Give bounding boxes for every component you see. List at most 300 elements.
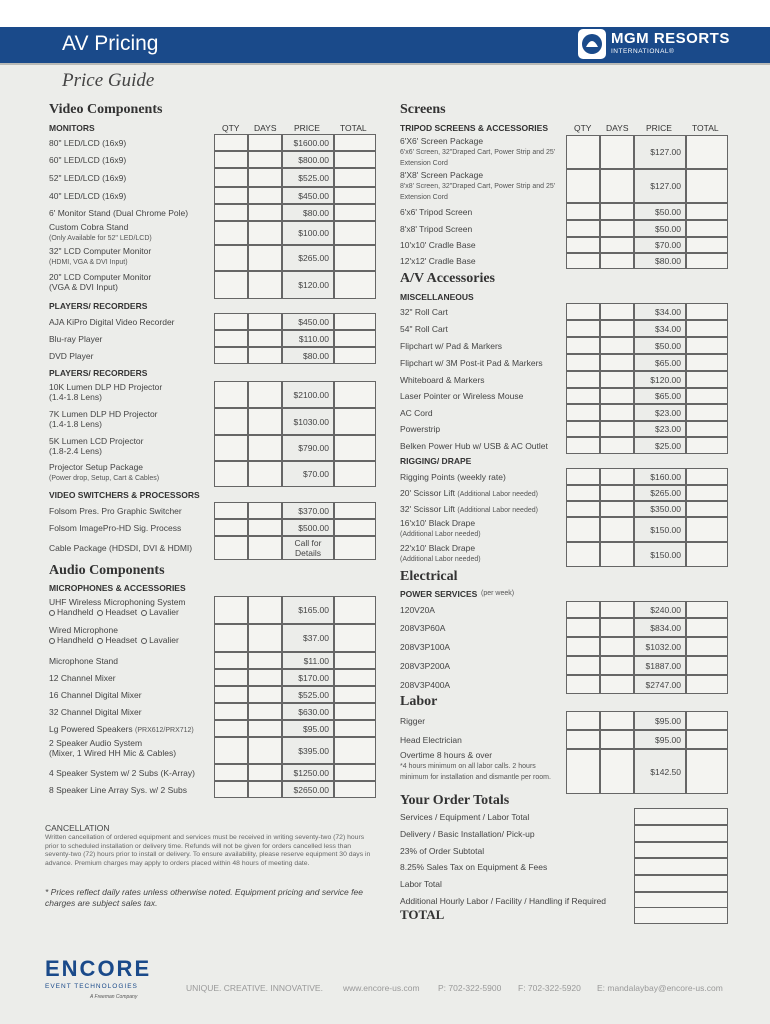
power-row-0-days-field[interactable] xyxy=(600,601,634,618)
switcher-row-0-price: $370.00 xyxy=(282,502,334,519)
audio-row-5-price: $630.00 xyxy=(282,703,334,720)
monitor-row-6-sub: (HDMI, VGA & DVI Input) xyxy=(49,259,128,266)
audio-row-4-total-field[interactable] xyxy=(334,686,376,703)
labor-row-2-days-field[interactable] xyxy=(600,749,634,794)
audio-row-6-qty-field[interactable] xyxy=(214,720,248,737)
monitor-row-0-qty-field[interactable] xyxy=(214,134,248,151)
labor-row-2-total-field[interactable] xyxy=(686,749,728,794)
audio-row-9 xyxy=(49,785,214,795)
projector-row-0-text2: (1.4-1.8 Lens) xyxy=(49,392,102,402)
switcher-row-2-text: Cable Package (HDSDI, DVI & HDMI) xyxy=(49,543,193,553)
audio-row-0-days-field[interactable] xyxy=(248,596,282,624)
monitor-row-0-total-field[interactable] xyxy=(334,134,376,151)
rigging-row-1-note: (Additional Labor needed) xyxy=(457,491,538,498)
audio-row-4-days-field[interactable] xyxy=(248,686,282,703)
monitor-row-4-days-field[interactable] xyxy=(248,204,282,221)
audio-row-2-days-field[interactable] xyxy=(248,652,282,669)
section-labor: Labor xyxy=(400,694,438,709)
audio-row-9-text: 8 Speaker Line Array Sys. w/ 2 Subs xyxy=(49,784,187,795)
projector-row-1 xyxy=(49,409,214,429)
screen-row-3-qty-field[interactable] xyxy=(566,220,600,237)
misc-row-1-total-field[interactable] xyxy=(686,320,728,337)
grand-total-label: TOTAL xyxy=(400,907,445,922)
switcher-row-0 xyxy=(49,506,214,516)
projector-row-2-days-field[interactable] xyxy=(248,435,282,461)
screen-row-0-price: $127.00 xyxy=(634,135,686,169)
misc-row-4-total-field[interactable] xyxy=(686,371,728,388)
footer-phone: P: 702-322-5900 xyxy=(438,983,502,993)
mic-type-option[interactable] xyxy=(97,635,137,645)
screen-row-4-total-field[interactable] xyxy=(686,237,728,253)
rigging-row-0 xyxy=(400,472,565,482)
audio-row-7-text2: (Mixer, 1 Wired HH Mic & Cables) xyxy=(49,748,177,758)
rigging-row-3-total-field[interactable] xyxy=(686,517,728,542)
total-row-label-1: Delivery / Basic Installation/ Pick-up xyxy=(400,829,535,839)
monitor-row-6-days-field[interactable] xyxy=(248,245,282,271)
radio-button-icon[interactable] xyxy=(141,638,147,644)
audio-row-6-days-field[interactable] xyxy=(248,720,282,737)
misc-row-1-qty-field[interactable] xyxy=(566,320,600,337)
screen-row-0 xyxy=(400,136,565,168)
monitor-row-5-price: $100.00 xyxy=(282,221,334,245)
misc-row-4-qty-field[interactable] xyxy=(566,371,600,388)
power-row-3-total-field[interactable] xyxy=(686,656,728,675)
audio-row-9-qty-field[interactable] xyxy=(214,781,248,798)
projector-row-1-qty-field[interactable] xyxy=(214,408,248,435)
mic-type-label: Lavalier xyxy=(149,635,179,645)
misc-row-3-price: $65.00 xyxy=(634,354,686,371)
labor-row-1-days-field[interactable] xyxy=(600,730,634,749)
player-row-2-qty-field[interactable] xyxy=(214,347,248,364)
switcher-row-1-total-field[interactable] xyxy=(334,519,376,536)
mic-type-option[interactable] xyxy=(49,607,93,617)
projector-row-3-text: Projector Setup Package xyxy=(49,462,144,472)
labor-row-2-qty-field[interactable] xyxy=(566,749,600,794)
monitor-row-7-text2: (VGA & DVI Input) xyxy=(49,282,118,292)
labor-row-0 xyxy=(400,716,565,726)
player-row-1-qty-field[interactable] xyxy=(214,330,248,347)
footer-website[interactable]: www.encore-us.com xyxy=(343,983,420,993)
misc-row-8-days-field[interactable] xyxy=(600,437,634,454)
total-row-field-2[interactable] xyxy=(634,842,728,858)
radio-button-icon[interactable] xyxy=(97,638,103,644)
monitor-row-1-total-field[interactable] xyxy=(334,151,376,168)
misc-row-7-text: Powerstrip xyxy=(400,424,441,434)
misc-row-2-qty-field[interactable] xyxy=(566,337,600,354)
misc-row-8-qty-field[interactable] xyxy=(566,437,600,454)
misc-row-6-total-field[interactable] xyxy=(686,404,728,421)
section-video-components: Video Components xyxy=(49,102,163,117)
rigging-row-4-price: $150.00 xyxy=(634,542,686,567)
audio-row-7-days-field[interactable] xyxy=(248,737,282,764)
labor-row-0-total-field[interactable] xyxy=(686,711,728,730)
audio-row-8-days-field[interactable] xyxy=(248,764,282,781)
monitor-row-5-total-field[interactable] xyxy=(334,221,376,245)
audio-row-1-days-field[interactable] xyxy=(248,624,282,652)
rigging-row-0-days-field[interactable] xyxy=(600,468,634,485)
power-row-4-text: 208V3P400A xyxy=(400,679,451,690)
misc-row-5-qty-field[interactable] xyxy=(566,388,600,404)
rigging-row-2 xyxy=(400,504,565,515)
audio-row-6-price: $95.00 xyxy=(282,720,334,737)
rigging-row-1-days-field[interactable] xyxy=(600,485,634,501)
screen-row-4-qty-field[interactable] xyxy=(566,237,600,253)
rigging-row-4-days-field[interactable] xyxy=(600,542,634,567)
screen-row-5-total-field[interactable] xyxy=(686,253,728,269)
screen-row-3-text: 8'x8' Tripod Screen xyxy=(400,223,473,234)
power-row-1-qty-field[interactable] xyxy=(566,618,600,637)
projector-row-3-qty-field[interactable] xyxy=(214,461,248,487)
misc-row-7-qty-field[interactable] xyxy=(566,421,600,437)
category-projectors: PLAYERS/ RECORDERS xyxy=(49,368,148,378)
power-row-1-total-field[interactable] xyxy=(686,618,728,637)
total-row-field-4[interactable] xyxy=(634,875,728,892)
audio-row-5-total-field[interactable] xyxy=(334,703,376,720)
monitor-row-3-qty-field[interactable] xyxy=(214,187,248,204)
audio-row-4-qty-field[interactable] xyxy=(214,686,248,703)
misc-row-0-days-field[interactable] xyxy=(600,303,634,320)
power-row-1-days-field[interactable] xyxy=(600,618,634,637)
power-services-note: (per week) xyxy=(481,590,515,597)
audio-row-8-price: $1250.00 xyxy=(282,764,334,781)
total-row-label-4: Labor Total xyxy=(400,879,442,889)
monitor-row-0-days-field[interactable] xyxy=(248,134,282,151)
player-row-2-total-field[interactable] xyxy=(334,347,376,364)
monitor-row-6-price: $265.00 xyxy=(282,245,334,271)
audio-row-1 xyxy=(49,625,214,645)
projector-row-1-text2: (1.4-1.8 Lens) xyxy=(49,419,102,429)
monitor-row-6-text: 32" LCD Computer Monitor xyxy=(49,246,152,256)
rigging-row-1-qty-field[interactable] xyxy=(566,485,600,501)
rigging-row-3 xyxy=(400,518,565,539)
radio-button-icon[interactable] xyxy=(97,610,103,616)
grand-total-field[interactable] xyxy=(634,907,728,924)
labor-row-1-qty-field[interactable] xyxy=(566,730,600,749)
audio-row-8-total-field[interactable] xyxy=(334,764,376,781)
footer-fax: F: 702-322-5920 xyxy=(518,983,581,993)
monitor-row-3-days-field[interactable] xyxy=(248,187,282,204)
labor-row-0-text: Rigger xyxy=(400,715,426,726)
misc-row-5-total-field[interactable] xyxy=(686,388,728,404)
section-electrical: Electrical xyxy=(400,569,458,584)
power-row-4-total-field[interactable] xyxy=(686,675,728,694)
monitor-row-1-qty-field[interactable] xyxy=(214,151,248,168)
audio-row-4-price: $525.00 xyxy=(282,686,334,703)
misc-row-3-text: Flipchart w/ 3M Post-it Pad & Markers xyxy=(400,357,543,368)
misc-row-6-days-field[interactable] xyxy=(600,404,634,421)
monitor-row-6-total-field[interactable] xyxy=(334,245,376,271)
power-row-2-text: 208V3P100A xyxy=(400,641,451,652)
audio-row-1-price: $37.00 xyxy=(282,624,334,652)
monitor-row-7-total-field[interactable] xyxy=(334,271,376,299)
misc-row-0 xyxy=(400,307,565,317)
misc-row-8-price: $25.00 xyxy=(634,437,686,454)
mic-type-label: Handheld xyxy=(57,607,94,617)
cancellation-policy xyxy=(45,823,375,868)
audio-row-8-qty-field[interactable] xyxy=(214,764,248,781)
player-row-1-total-field[interactable] xyxy=(334,330,376,347)
mic-type-option[interactable] xyxy=(141,607,179,617)
rigging-row-2-qty-field[interactable] xyxy=(566,501,600,517)
screen-row-0-qty-field[interactable] xyxy=(566,135,600,169)
screen-row-0-days-field[interactable] xyxy=(600,135,634,169)
misc-row-6-qty-field[interactable] xyxy=(566,404,600,421)
mic-type-radio-group-0 xyxy=(49,607,183,617)
audio-row-2-total-field[interactable] xyxy=(334,652,376,669)
player-row-2-text: DVD Player xyxy=(49,350,94,361)
audio-row-8-text: 4 Speaker System w/ 2 Subs (K-Array) xyxy=(49,767,195,778)
power-row-2-days-field[interactable] xyxy=(600,637,634,656)
total-row-field-0[interactable] xyxy=(634,808,728,825)
misc-row-3-total-field[interactable] xyxy=(686,354,728,371)
category-miscellaneous: MISCELLANEOUS xyxy=(400,292,474,302)
audio-row-0-price: $165.00 xyxy=(282,596,334,624)
screen-row-5 xyxy=(400,256,565,266)
audio-row-0-text: UHF Wireless Microphoning System xyxy=(49,597,186,607)
audio-row-4-text: 16 Channel Digital Mixer xyxy=(49,689,142,700)
labor-row-0-days-field[interactable] xyxy=(600,711,634,730)
section-screens: Screens xyxy=(400,102,446,117)
monitor-row-5-qty-field[interactable] xyxy=(214,221,248,245)
audio-row-3-text: 12 Channel Mixer xyxy=(49,672,116,683)
misc-row-5-price: $65.00 xyxy=(634,388,686,404)
power-row-4-days-field[interactable] xyxy=(600,675,634,694)
screen-row-5-qty-field[interactable] xyxy=(566,253,600,269)
power-row-2-price: $1032.00 xyxy=(634,637,686,656)
monitor-row-2-price: $525.00 xyxy=(282,168,334,187)
monitor-row-6-qty-field[interactable] xyxy=(214,245,248,271)
audio-row-1-qty-field[interactable] xyxy=(214,624,248,652)
monitor-row-2-total-field[interactable] xyxy=(334,168,376,187)
switcher-row-1-qty-field[interactable] xyxy=(214,519,248,536)
mgm-lion-logo xyxy=(578,29,606,59)
power-row-3-days-field[interactable] xyxy=(600,656,634,675)
audio-row-9-days-field[interactable] xyxy=(248,781,282,798)
monitor-row-5-days-field[interactable] xyxy=(248,221,282,245)
switcher-row-0-total-field[interactable] xyxy=(334,502,376,519)
rigging-row-3-qty-field[interactable] xyxy=(566,517,600,542)
audio-row-7-total-field[interactable] xyxy=(334,737,376,764)
screen-row-2 xyxy=(400,207,565,217)
misc-row-0-total-field[interactable] xyxy=(686,303,728,320)
labor-row-2-price: $142.50 xyxy=(634,749,686,794)
screen-row-2-qty-field[interactable] xyxy=(566,203,600,220)
rigging-row-4-total-field[interactable] xyxy=(686,542,728,567)
category-monitors: MONITORS xyxy=(49,123,95,133)
mic-type-option[interactable] xyxy=(97,607,137,617)
power-row-2-total-field[interactable] xyxy=(686,637,728,656)
encore-parent: A Freeman Company xyxy=(90,994,138,1000)
projector-row-3-days-field[interactable] xyxy=(248,461,282,487)
mic-type-option[interactable] xyxy=(49,635,93,645)
labor-row-1-total-field[interactable] xyxy=(686,730,728,749)
screen-row-2-days-field[interactable] xyxy=(600,203,634,220)
projector-row-0-total-field[interactable] xyxy=(334,381,376,408)
switcher-row-0-days-field[interactable] xyxy=(248,502,282,519)
monitor-row-7 xyxy=(49,272,214,292)
switcher-row-1 xyxy=(49,523,214,533)
labor-row-0-qty-field[interactable] xyxy=(566,711,600,730)
audio-row-2-text: Microphone Stand xyxy=(49,655,118,666)
rigging-row-1-total-field[interactable] xyxy=(686,485,728,501)
screen-row-2-text: 6'x6' Tripod Screen xyxy=(400,206,473,217)
right-col-price: PRICE xyxy=(646,123,672,133)
radio-button-icon[interactable] xyxy=(49,610,55,616)
audio-row-5-qty-field[interactable] xyxy=(214,703,248,720)
category-microphones: MICROPHONES & ACCESSORIES xyxy=(49,583,186,593)
switcher-row-0-qty-field[interactable] xyxy=(214,502,248,519)
audio-row-5-days-field[interactable] xyxy=(248,703,282,720)
total-row-field-3[interactable] xyxy=(634,858,728,875)
audio-row-1-total-field[interactable] xyxy=(334,624,376,652)
misc-row-2-total-field[interactable] xyxy=(686,337,728,354)
projector-row-1-days-field[interactable] xyxy=(248,408,282,435)
audio-row-7 xyxy=(49,738,214,758)
misc-row-1-text: 54" Roll Cart xyxy=(400,323,448,334)
projector-row-2-total-field[interactable] xyxy=(334,435,376,461)
projector-row-0-days-field[interactable] xyxy=(248,381,282,408)
misc-row-1-days-field[interactable] xyxy=(600,320,634,337)
mic-type-option[interactable] xyxy=(141,635,179,645)
screen-row-1-text: 8'X8' Screen Package xyxy=(400,170,484,180)
player-row-1-days-field[interactable] xyxy=(248,330,282,347)
projector-row-0-qty-field[interactable] xyxy=(214,381,248,408)
misc-row-7-days-field[interactable] xyxy=(600,421,634,437)
monitor-row-4-qty-field[interactable] xyxy=(214,204,248,221)
screen-row-2-total-field[interactable] xyxy=(686,203,728,220)
player-row-0-days-field[interactable] xyxy=(248,313,282,330)
section-av-accessories: A/V Accessories xyxy=(400,271,495,286)
audio-row-9-total-field[interactable] xyxy=(334,781,376,798)
switcher-row-2-total-field[interactable] xyxy=(334,536,376,560)
screen-row-1-qty-field[interactable] xyxy=(566,169,600,203)
player-row-2-price: $80.00 xyxy=(282,347,334,364)
screen-row-1-days-field[interactable] xyxy=(600,169,634,203)
misc-row-0-qty-field[interactable] xyxy=(566,303,600,320)
rigging-row-1 xyxy=(400,488,565,499)
rigging-row-3-days-field[interactable] xyxy=(600,517,634,542)
audio-row-3-total-field[interactable] xyxy=(334,669,376,686)
monitor-row-5-sub: (Only Available for 52" LED/LCD) xyxy=(49,235,152,242)
rigging-row-2-text: 32' Scissor Lift xyxy=(400,504,456,514)
monitor-row-2-days-field[interactable] xyxy=(248,168,282,187)
monitor-row-7-days-field[interactable] xyxy=(248,271,282,299)
audio-row-3-days-field[interactable] xyxy=(248,669,282,686)
power-row-3-qty-field[interactable] xyxy=(566,656,600,675)
screen-row-5-price: $80.00 xyxy=(634,253,686,269)
audio-row-6-total-field[interactable] xyxy=(334,720,376,737)
misc-row-5-days-field[interactable] xyxy=(600,388,634,404)
footer-tagline: UNIQUE. CREATIVE. INNOVATIVE. xyxy=(186,983,323,993)
power-row-0-total-field[interactable] xyxy=(686,601,728,618)
audio-row-0-qty-field[interactable] xyxy=(214,596,248,624)
left-col-days: DAYS xyxy=(254,123,277,133)
player-row-0-qty-field[interactable] xyxy=(214,313,248,330)
rigging-row-2-days-field[interactable] xyxy=(600,501,634,517)
total-row-field-1[interactable] xyxy=(634,825,728,842)
audio-row-0-total-field[interactable] xyxy=(334,596,376,624)
monitor-row-2-text: 52" LED/LCD (16x9) xyxy=(49,172,127,183)
screen-row-5-days-field[interactable] xyxy=(600,253,634,269)
monitor-row-2-qty-field[interactable] xyxy=(214,168,248,187)
screen-row-1-total-field[interactable] xyxy=(686,169,728,203)
brand-name: MGM RESORTS xyxy=(611,30,730,47)
total-row-label-5: Additional Hourly Labor / Facility / Handling if Required xyxy=(400,896,606,906)
switcher-row-1-days-field[interactable] xyxy=(248,519,282,536)
power-row-0-qty-field[interactable] xyxy=(566,601,600,618)
footer-email[interactable]: E: mandalaybay@encore-us.com xyxy=(597,983,723,993)
misc-row-1 xyxy=(400,324,565,334)
screen-row-5-text: 12'x12' Cradle Base xyxy=(400,256,476,266)
misc-row-2-price: $50.00 xyxy=(634,337,686,354)
power-row-3-text: 208V3P200A xyxy=(400,660,451,671)
screen-row-3-total-field[interactable] xyxy=(686,220,728,237)
misc-row-7-total-field[interactable] xyxy=(686,421,728,437)
player-row-2-days-field[interactable] xyxy=(248,347,282,364)
projector-row-1-total-field[interactable] xyxy=(334,408,376,435)
rigging-row-4-qty-field[interactable] xyxy=(566,542,600,567)
monitor-row-0 xyxy=(49,138,214,148)
power-row-4-price: $2747.00 xyxy=(634,675,686,694)
misc-row-7-price: $23.00 xyxy=(634,421,686,437)
misc-row-2-days-field[interactable] xyxy=(600,337,634,354)
switcher-row-1-price: $500.00 xyxy=(282,519,334,536)
misc-row-8-total-field[interactable] xyxy=(686,437,728,454)
player-row-1 xyxy=(49,334,214,344)
rigging-row-0-total-field[interactable] xyxy=(686,468,728,485)
screen-row-3-days-field[interactable] xyxy=(600,220,634,237)
misc-row-2-text: Flipchart w/ Pad & Markers xyxy=(400,340,503,351)
monitor-row-3-total-field[interactable] xyxy=(334,187,376,204)
audio-row-3 xyxy=(49,673,214,683)
misc-row-3-qty-field[interactable] xyxy=(566,354,600,371)
projector-row-3-price: $70.00 xyxy=(282,461,334,487)
audio-row-2-price: $11.00 xyxy=(282,652,334,669)
monitor-row-7-qty-field[interactable] xyxy=(214,271,248,299)
switcher-row-2-qty-field[interactable] xyxy=(214,536,248,560)
power-row-2-qty-field[interactable] xyxy=(566,637,600,656)
misc-row-4-days-field[interactable] xyxy=(600,371,634,388)
switcher-row-2-days-field[interactable] xyxy=(248,536,282,560)
misc-row-0-price: $34.00 xyxy=(634,303,686,320)
player-row-0-total-field[interactable] xyxy=(334,313,376,330)
rigging-row-2-total-field[interactable] xyxy=(686,501,728,517)
power-row-4-qty-field[interactable] xyxy=(566,675,600,694)
monitor-row-2 xyxy=(49,173,214,183)
audio-row-7-qty-field[interactable] xyxy=(214,737,248,764)
monitor-row-3-price: $450.00 xyxy=(282,187,334,204)
projector-row-3-total-field[interactable] xyxy=(334,461,376,487)
misc-row-3-days-field[interactable] xyxy=(600,354,634,371)
misc-row-4-price: $120.00 xyxy=(634,371,686,388)
screen-row-0-total-field[interactable] xyxy=(686,135,728,169)
header-banner xyxy=(0,0,770,63)
rigging-row-0-qty-field[interactable] xyxy=(566,468,600,485)
monitor-row-4-total-field[interactable] xyxy=(334,204,376,221)
projector-row-2-qty-field[interactable] xyxy=(214,435,248,461)
misc-row-0-text: 32" Roll Cart xyxy=(400,306,448,317)
projector-row-2-text: 5K Lumen LCD Projector xyxy=(49,436,144,446)
monitor-row-1 xyxy=(49,155,214,165)
audio-row-2-qty-field[interactable] xyxy=(214,652,248,669)
radio-button-icon[interactable] xyxy=(49,638,55,644)
audio-row-7-price: $395.00 xyxy=(282,737,334,764)
radio-button-icon[interactable] xyxy=(141,610,147,616)
monitor-row-1-days-field[interactable] xyxy=(248,151,282,168)
audio-row-3-qty-field[interactable] xyxy=(214,669,248,686)
screen-row-4-days-field[interactable] xyxy=(600,237,634,253)
left-col-total: TOTAL xyxy=(340,123,367,133)
